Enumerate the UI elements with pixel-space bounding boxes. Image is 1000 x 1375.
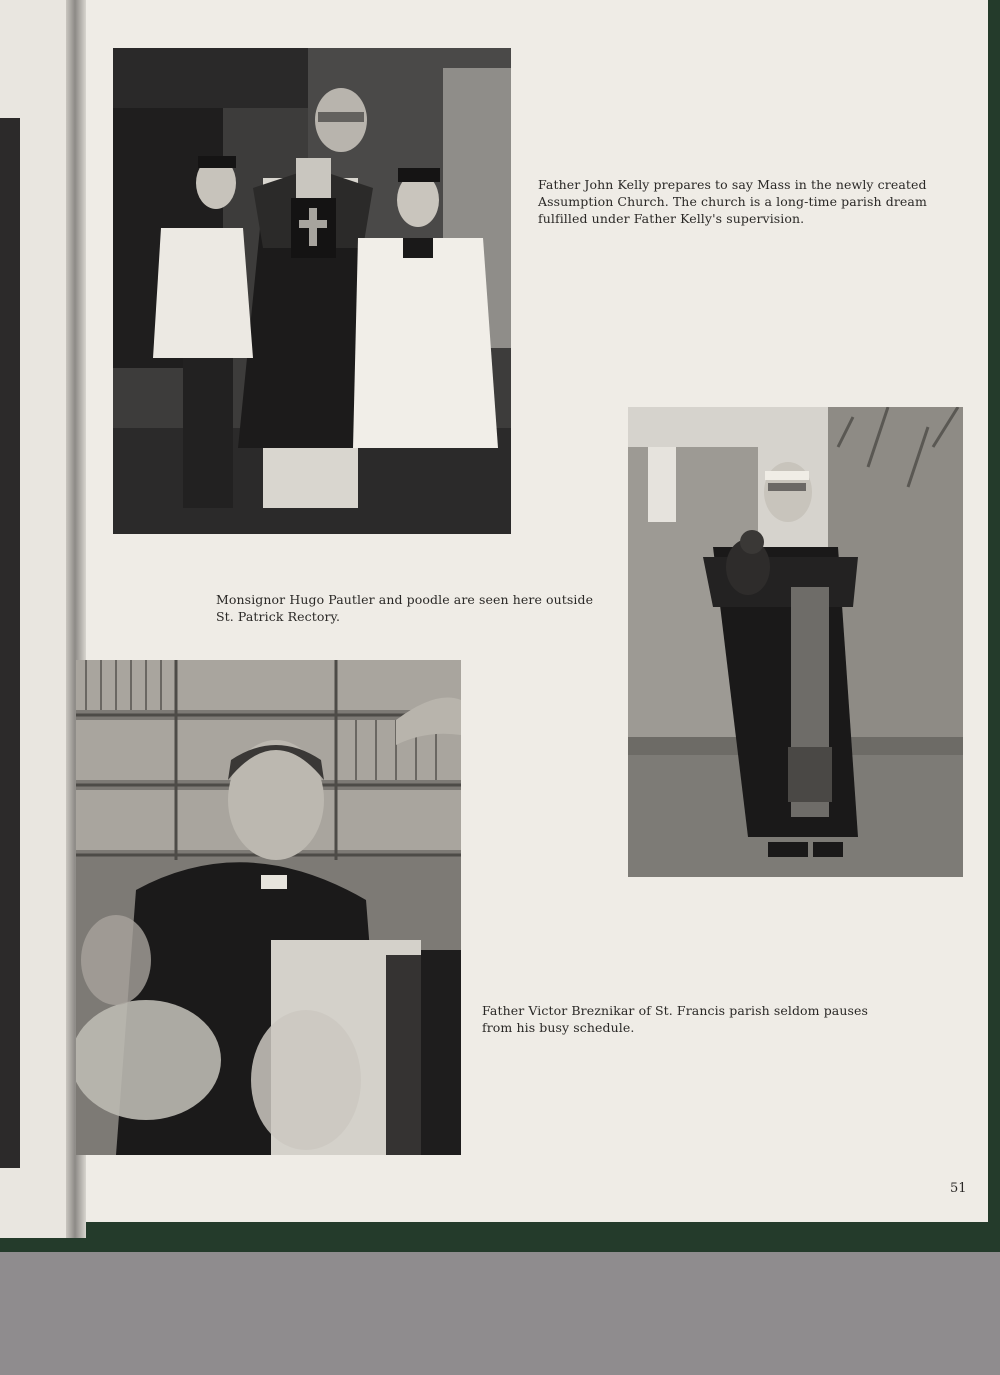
page-number: 51 xyxy=(950,1181,967,1196)
photo-father-kelly xyxy=(113,48,511,534)
scan-background xyxy=(0,1240,1000,1375)
photo-father-breznikar xyxy=(76,660,461,1155)
caption-father-kelly: Father John Kelly prepares to say Mass in the newly created Assumption Church. The church is a long-time parish dream fulfilled under Father Kelly's supervision. xyxy=(538,177,927,226)
caption-monsignor-pautler: Monsignor Hugo Pautler and poodle are seen here outside St. Patrick Rectory. xyxy=(216,592,594,624)
photo-monsignor-pautler xyxy=(628,407,963,877)
previous-page-photo-edge xyxy=(0,118,20,1168)
caption-father-breznikar: Father Victor Breznikar of St. Francis parish seldom pauses from his busy schedule. xyxy=(482,1003,869,1035)
